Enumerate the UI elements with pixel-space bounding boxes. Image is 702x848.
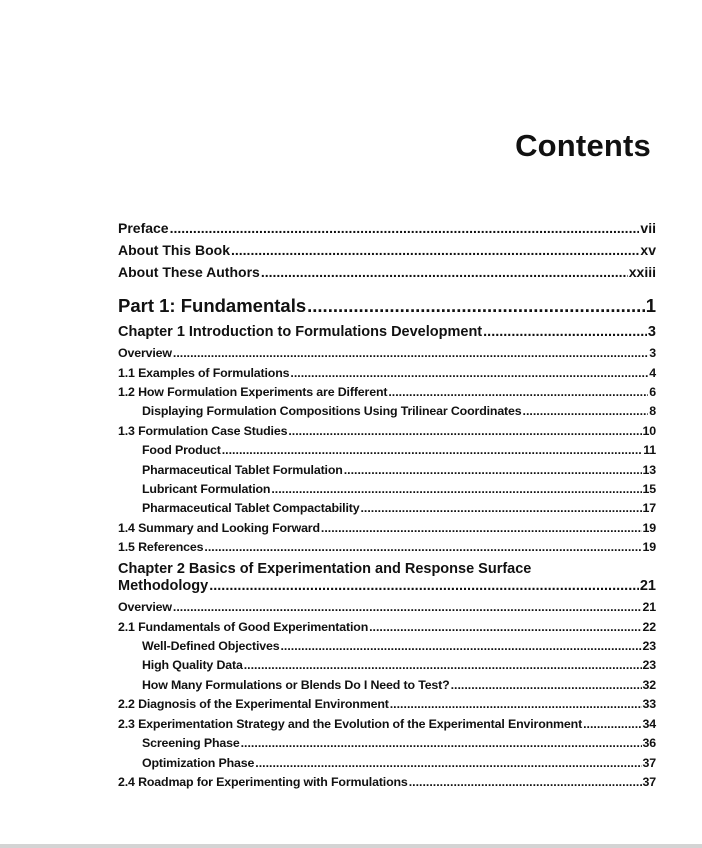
toc-entry[interactable] — [118, 540, 656, 554]
toc-entry-label: Methodology — [118, 578, 209, 594]
toc-page-number: 8 — [649, 404, 656, 418]
toc-subentry[interactable] — [142, 482, 656, 496]
toc-page-number: 37 — [642, 756, 656, 770]
toc-entry[interactable] — [118, 775, 656, 789]
toc-page-number: 33 — [642, 697, 656, 711]
toc-entry-label: Optimization Phase — [142, 756, 255, 770]
toc-entry-label: Chapter 1 Introduction to Formulations Development — [118, 324, 483, 340]
toc-chapter-heading-line1[interactable]: Chapter 2 Basics of Experimentation and Response Surface — [118, 561, 532, 577]
toc-page-number: 4 — [649, 366, 656, 380]
toc-page-number: 23 — [642, 639, 656, 653]
dot-leader — [523, 404, 649, 418]
dot-leader — [288, 424, 641, 438]
toc-page-number: 15 — [642, 482, 656, 496]
dot-leader — [388, 385, 648, 399]
toc-page-number: 37 — [642, 775, 656, 789]
dot-leader — [307, 295, 645, 317]
dot-leader — [204, 540, 641, 554]
toc-entry-label: Pharmaceutical Tablet Formulation — [142, 463, 343, 477]
toc-page-number: xxiii — [628, 264, 656, 280]
page-title: Contents — [515, 128, 651, 163]
toc-entry-label: How Many Formulations or Blends Do I Need to Test? — [142, 678, 450, 692]
toc-entry-about-these-authors[interactable] — [118, 264, 656, 280]
dot-leader — [369, 620, 641, 634]
toc-page-number: 21 — [639, 578, 656, 594]
toc-entry-label: Well-Defined Objectives — [142, 639, 280, 653]
toc-entry-label: Screening Phase — [142, 736, 240, 750]
dot-leader — [290, 366, 648, 380]
toc-entry[interactable] — [118, 697, 656, 711]
toc-subentry[interactable] — [142, 404, 656, 418]
toc-subentry[interactable] — [142, 678, 656, 692]
toc-page-number: 36 — [642, 736, 656, 750]
toc-page-number: 19 — [642, 521, 656, 535]
toc-entry-label: 2.2 Diagnosis of the Experimental Environment — [118, 697, 389, 711]
toc-entry-label: 1.4 Summary and Looking Forward — [118, 521, 320, 535]
toc-entry-label: Overview — [118, 600, 172, 614]
toc-entry-label: 1.5 References — [118, 540, 204, 554]
toc-entry-label: Preface — [118, 220, 169, 236]
toc-page-number: 19 — [642, 540, 656, 554]
dot-leader — [222, 443, 642, 457]
dot-leader — [170, 220, 640, 236]
toc-entry[interactable] — [118, 385, 656, 399]
toc-subentry[interactable] — [142, 658, 656, 672]
toc-subentry[interactable] — [142, 501, 656, 515]
dot-leader — [261, 264, 628, 280]
dot-leader — [271, 482, 641, 496]
toc-entry-label: Overview — [118, 346, 172, 360]
toc-subentry[interactable] — [142, 639, 656, 653]
toc-entry[interactable] — [118, 366, 656, 380]
toc-entry[interactable] — [118, 346, 656, 360]
toc-entry-label: 1.2 How Formulation Experiments are Different — [118, 385, 388, 399]
dot-leader — [244, 658, 642, 672]
dot-leader — [583, 717, 641, 731]
page-bottom-edge — [0, 844, 702, 848]
toc-entry-label: 1.3 Formulation Case Studies — [118, 424, 288, 438]
toc-page-number: 17 — [642, 501, 656, 515]
dot-leader — [360, 501, 641, 515]
toc-page-number: 10 — [642, 424, 656, 438]
toc-subentry[interactable] — [142, 443, 656, 457]
toc-entry-label: 2.3 Experimentation Strategy and the Evolution of the Experimental Environment — [118, 717, 583, 731]
toc-entry-label: 2.4 Roadmap for Experimenting with Formulations — [118, 775, 408, 789]
toc-chapter-heading[interactable] — [118, 578, 656, 594]
dot-leader — [173, 600, 642, 614]
toc-page-number: xv — [640, 242, 656, 258]
toc-page-number: 11 — [643, 443, 656, 457]
dot-leader — [280, 639, 641, 653]
toc-page-number: 13 — [642, 463, 656, 477]
toc-page-number: vii — [640, 220, 656, 236]
toc-page-number: 23 — [642, 658, 656, 672]
toc-entry-label: Lubricant Formulation — [142, 482, 271, 496]
toc-page-number: 1 — [645, 295, 656, 316]
dot-leader — [255, 756, 641, 770]
toc-page-number: 34 — [642, 717, 656, 731]
toc-entry-label: Pharmaceutical Tablet Compactability — [142, 501, 360, 515]
toc-entry-label: 1.1 Examples of Formulations — [118, 366, 290, 380]
dot-leader — [451, 678, 642, 692]
toc-page-number: 3 — [647, 324, 656, 340]
dot-leader — [321, 521, 642, 535]
toc-entry[interactable] — [118, 424, 656, 438]
toc-entry[interactable] — [118, 521, 656, 535]
toc-page-number: 3 — [649, 346, 656, 360]
dot-leader — [209, 578, 639, 594]
toc-entry-label: Food Product — [142, 443, 221, 457]
toc-part-heading[interactable] — [118, 295, 656, 317]
toc-entry-label: About These Authors — [118, 264, 260, 280]
dot-leader — [344, 463, 642, 477]
toc-page-number: 32 — [642, 678, 656, 692]
toc-page-number: 22 — [642, 620, 656, 634]
toc-entry[interactable] — [118, 717, 656, 731]
dot-leader — [231, 242, 639, 258]
toc-subentry[interactable] — [142, 756, 656, 770]
toc-page-number: 21 — [642, 600, 656, 614]
toc-entry-label: High Quality Data — [142, 658, 243, 672]
toc-chapter-heading[interactable] — [118, 324, 656, 340]
toc-entry-label: Part 1: Fundamentals — [118, 295, 307, 316]
toc-page-number: 6 — [649, 385, 656, 399]
toc-entry-label: About This Book — [118, 242, 230, 258]
toc-entry-label: 2.1 Fundamentals of Good Experimentation — [118, 620, 369, 634]
dot-leader — [390, 697, 642, 711]
dot-leader — [173, 346, 648, 360]
toc-subentry[interactable] — [142, 463, 656, 477]
toc-entry-label: Displaying Formulation Compositions Using Trilinear Coordinates — [142, 404, 522, 418]
toc-entry-about-this-book[interactable] — [118, 242, 656, 258]
toc-entry[interactable] — [118, 620, 656, 634]
dot-leader — [483, 324, 647, 340]
dot-leader — [409, 775, 642, 789]
toc-subentry[interactable] — [142, 736, 656, 750]
toc-entry-preface[interactable] — [118, 220, 656, 236]
dot-leader — [241, 736, 642, 750]
toc-entry[interactable] — [118, 600, 656, 614]
